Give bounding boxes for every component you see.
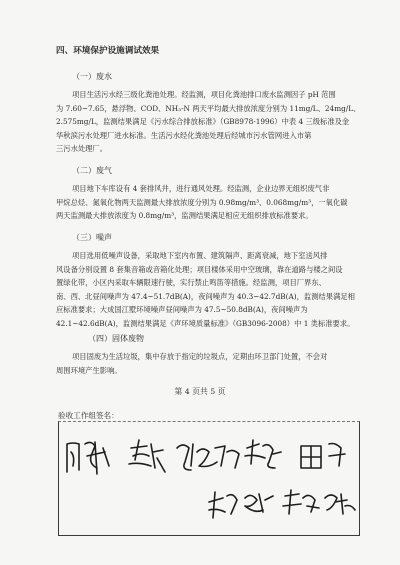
exhaust-heading: （二）废气 (72, 166, 112, 175)
noise-line: 南、西、北昼间噪声为 47.4~51.7dB(A)，夜间噪声为 40.3~42.7dB(A)，监测结果满足相 (56, 291, 355, 301)
noise-line: 置绿化带，小区内采取车辆限速行驶，实行禁止鸣笛等措施。经监测，项目厂界东、 (56, 278, 326, 288)
wastewater-line: 项目生活污水经三级化粪池处理。经监测，项目化粪池排口废水监测因子 pH 范围 (72, 90, 336, 99)
solid-waste-line: 周围环境产生影响。 (56, 365, 122, 375)
section-title: 四、环境保护设施调试效果 (56, 46, 160, 56)
wastewater-line: 为 7.60~7.65，悬浮物、COD、NH₃-N 两天平均最大排放浓度分别为 11mg/L、24mg/L、 (56, 103, 361, 113)
exhaust-line: 两天监测最大排放浓度为 0.8mg/m³，监测结果满足相应无组织排放标准要求。 (56, 211, 313, 221)
wastewater-paragraph (56, 88, 368, 156)
noise-heading: （三）噪声 (72, 233, 112, 242)
signature-label: 验收工作组签名： (58, 411, 119, 420)
exhaust-paragraph (56, 182, 368, 223)
noise-line: 应标准要求；大成国江墅环境噪声昼间噪声为 47.5~50.8dB(A)，夜间噪声为 (56, 305, 308, 315)
signature-box (58, 421, 360, 536)
handwritten-signatures (59, 422, 359, 535)
solid-waste-heading: （四）固体废物 (88, 334, 144, 343)
wastewater-line: 2.575mg/L，监测结果满足《污水综合排放标准》（GB8978-1996）中表 4 三级标准及金 (56, 117, 350, 127)
wastewater-heading: （一）废水 (72, 72, 112, 81)
noise-line: 项目选用低噪声设备，采取地下室内布置、建筑隔声、距离衰减，地下室送风排 (72, 251, 328, 260)
page-number-footer: 第 4 页共 5 页 (174, 387, 226, 396)
noise-line: 风设备分别设置 8 套集音箱或音箱化处理；项目楼体采用中空玻璃，靠在道路与楼之间设 (56, 264, 343, 274)
noise-paragraph (56, 249, 368, 331)
solid-waste-paragraph (56, 350, 368, 377)
solid-waste-line: 项目固废为生活垃圾，集中存放于指定的垃圾点，定期由环卫部门处置，不会对 (72, 352, 328, 361)
wastewater-line: 华秋滨污水处理厂进水标准。生活污水经化粪池处理后经城市污水管网进入市第 (56, 130, 312, 140)
exhaust-line: 项目地下车库设有 4 套排风井，进行通风处理。经监测，企业边界无组织废气非 (72, 184, 330, 193)
exhaust-line: 甲烷总烃、氮氧化物两天监测最大排放浓度分别为 0.98mg/m³、0.068mg/m³，一氧化碳 (56, 197, 348, 207)
wastewater-line: 三污水处理厂。 (56, 144, 108, 154)
noise-line: 42.1~42.6dB(A)，监测结果满足《声环境质量标准》（GB3096-2008）中 1 类标准要求。 (56, 318, 355, 328)
